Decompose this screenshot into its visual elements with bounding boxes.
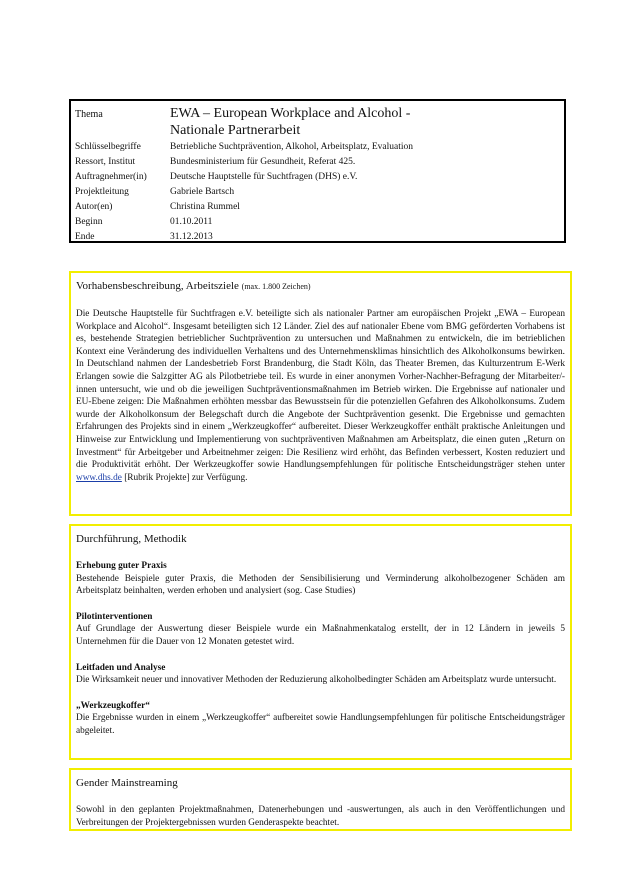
methodology-item: [76, 611, 565, 649]
project-title-line1: EWA – European Workplace and Alcohol -: [170, 106, 411, 121]
project-metadata-table: [69, 99, 566, 243]
meta-key: Beginn: [75, 217, 103, 227]
meta-value: Betriebliche Suchtprävention, Alkohol, Arbeitsplatz, Evaluation: [170, 142, 413, 152]
methodology-item-title: „Werkzeugkoffer“: [76, 700, 150, 711]
dhs-website-link[interactable]: www.dhs.de: [76, 472, 122, 483]
meta-row-autor: [71, 200, 564, 215]
methodology-item: [76, 560, 565, 598]
methodology-item-text: Die Ergebnisse wurden in einem „Werkzeugkoffer“ aufbereitet sowie Handlungsempfehlungen für politische Entscheidungsträger abgeleitet.: [76, 713, 565, 736]
meta-value: Gabriele Bartsch: [170, 187, 235, 197]
meta-value: 31.12.2013: [170, 232, 213, 242]
methodology-item: [76, 662, 565, 687]
project-title-line2: Nationale Partnerarbeit: [170, 123, 301, 138]
description-body-end: [Rubrik Projekte] zur Verfügung.: [121, 472, 248, 483]
meta-row-thema: [71, 105, 564, 140]
methodology-item-title: Leitfaden und Analyse: [76, 662, 166, 673]
methodology-item-text: Auf Grundlage der Auswertung dieser Beispiele wurde ein Maßnahmenkatalog erstellt, der in 12 Ländern in jeweils 5 Unternehmen für die Dauer von 12 Monaten getestet wird.: [76, 624, 565, 647]
gender-mainstreaming-section: [69, 768, 572, 831]
meta-row-ressort: [71, 155, 564, 170]
meta-key: Ende: [75, 232, 95, 242]
project-description-section: [69, 271, 572, 516]
section-heading: Gender Mainstreaming: [76, 777, 178, 789]
meta-row-schluesselbegriffe: [71, 140, 564, 155]
meta-key: Schlüsselbegriffe: [75, 142, 141, 152]
meta-key: Thema: [75, 109, 103, 120]
section-heading: Durchführung, Methodik: [76, 533, 187, 545]
meta-row-beginn: [71, 215, 564, 230]
methodology-item: [76, 700, 565, 738]
methodology-item-text: Die Wirksamkeit neuer und innovativer Methoden der Reduzierung alkoholbedingter Schäden am Arbeitsplatz wurde untersucht.: [76, 675, 557, 686]
methodology-section: [69, 524, 572, 760]
character-limit-note: (max. 1.800 Zeichen): [241, 282, 311, 291]
meta-key: Auftragnehmer(in): [75, 172, 147, 182]
meta-value: Deutsche Hauptstelle für Suchtfragen (DHS) e.V.: [170, 172, 358, 182]
description-body: Die Deutsche Hauptstelle für Suchtfragen e.V. beteiligte sich als nationaler Partner am europäischen Projekt „EWA – European Workplace and Alcohol“. Insgesamt beteiligten sich 12 Länder. Ziel des auf nationaler Ebene vom BMG geförderten Vorhabens ist es, bestehende Strategien betrieblicher Suchtprävention zu untersuchen und Maßnahmen zu entwickeln, die im betrieblichen Kontext eine Veränderung des individuellen Verhaltens und des Unternehmensklimas hinsichtlich des Alkoholkonsums bewirken. In Deutschland nahmen der Landesbetrieb Forst Brandenburg, die Stadt Köln, das Theater Bremen, das Kulturzentrum E-Werk Erlangen sowie die Salzgitter AG als Pilotbetriebe teil. Es wurde in einer anonymen Vorher-Nachher-Befragung der Mitarbeiter/-innen untersucht, wie und ob die jeweiligen Suchtpräventionsmaßnahmen im Betrieb wirken. Die Ergebnisse auf nationaler und EU-Ebene zeigen: Die Maßnahmen erhöhten messbar das Bewusstsein für die potenziellen Gefahren des Alkoholkonsums. Zudem wurde der Alkoholkonsum der Belegschaft durch die Angebote der Suchtprävention gesenkt. Die Ergebnisse und gemachten Erfahrungen des Projekts sind in einem „Werkzeugkoffer“ aufbereitet. Dieser Werkzeugkoffer enthält praktische Anleitungen und Hinweise zur Entwicklung und Implementierung von suchtpräventiven Maßnahmen am Arbeitsplatz, die einen guten „Return on Investment“ für Arbeitgeber und Arbeitnehmer zeigen: Die Resilienz wird erhöht, das Befinden verbessert, Kosten reduziert und die Produktivität erhöht. Der Werkzeugkoffer sowie Handlungsempfehlungen für politische Entscheidungsträger stehen unter: [76, 309, 565, 471]
meta-value: 01.10.2011: [170, 217, 213, 227]
project-title: [166, 105, 564, 140]
methodology-item-title: Pilotinterventionen: [76, 611, 153, 622]
project-description-text: [76, 308, 565, 484]
meta-key: Autor(en): [75, 202, 113, 212]
section-heading-text: Vorhabensbeschreibung, Arbeitsziele: [76, 280, 239, 292]
meta-row-projektleitung: [71, 185, 564, 200]
meta-row-ende: [71, 230, 564, 245]
meta-key: Projektleitung: [75, 187, 129, 197]
meta-key: Ressort, Institut: [75, 157, 136, 167]
meta-row-auftragnehmer: [71, 170, 564, 185]
meta-value: Christina Rummel: [170, 202, 240, 212]
methodology-item-text: Bestehende Beispiele guter Praxis, die Methoden der Sensibilisierung und Verminderung alkoholbezogener Schäden am Arbeitsplatz beinhalten, werden erhoben und analysiert (sog. Case Studies): [76, 573, 565, 597]
meta-value: Bundesministerium für Gesundheit, Referat 425.: [170, 157, 356, 167]
section-heading: [76, 279, 565, 294]
methodology-item-title: Erhebung guter Praxis: [76, 561, 167, 571]
gender-mainstreaming-text: Sowohl in den geplanten Projektmaßnahmen, Datenerhebungen und -auswertungen, als auch in den Veröffentlichungen und Verbreitungen der Projektergebnissen wurden Genderaspekte beachtet.: [76, 805, 565, 828]
